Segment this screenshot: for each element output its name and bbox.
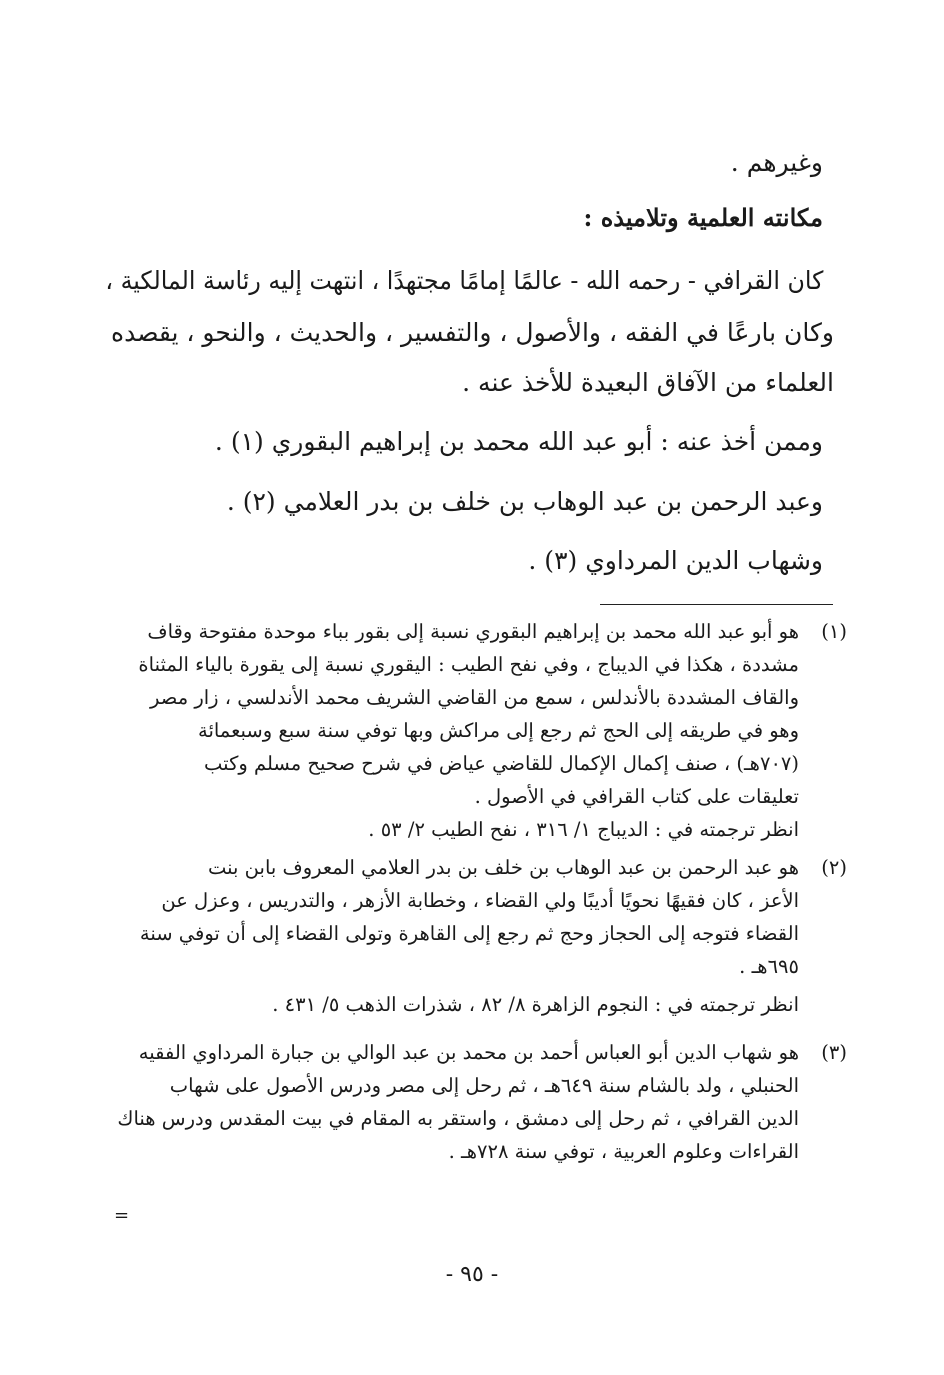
footnote-1-line: (٧٠٧هـ) ، صنف إكمال الإكمال للقاضي عياض في شرح صحيح مسلم وكتب [204,752,799,775]
footnote-2-line: القضاء فتوجه إلى الحجاز وحج ثم رجع إلى القاهرة وتولى القضاء إلى أن توفي سنة [139,922,799,945]
footnote-separator [600,604,833,605]
footnote-3-line: الحنبلي ، ولد بالشام سنة ٦٤٩هـ ، ثم رحل إلى مصر ودرس الأصول على شهاب [169,1074,799,1097]
paragraph-line-1: كان القرافي - رحمه الله - عالمًا إمامًا مجتهدًا ، انتهت إليه رئاسة المالكية ، [104,266,823,295]
footnote-3-line: الدين القرافي ، ثم رحل إلى دمشق ، واستقر به المقام في بيت المقدس ودرس هناك [117,1107,799,1130]
student-line-1: وممن أخذ عنه : أبو عبد الله محمد بن إبراهيم البقوري (١) . [214,427,823,456]
footnote-2-line: الأعز ، كان فقيهًا نحويًا أديبًا ولي القضاء ، وخطابة الأزهر ، والتدريس ، وعزل عن [161,889,799,912]
footnote-2-number: (٢) [821,856,847,879]
footnote-2-line: ٦٩٥هـ . [739,955,799,978]
intro-end-line: وغيرهم . [730,148,823,177]
footnote-1-reference: انظر ترجمته في : الديباج ١/ ٣١٦ ، نفح الطيب ٢/ ٥٣ . [368,818,799,841]
student-line-3: وشهاب الدين المرداوي (٣) . [528,546,823,575]
continuation-mark: = [114,1205,130,1226]
footnote-1-line: هو أبو عبد الله محمد بن إبراهيم البقوري نسبة إلى بقور بباء موحدة مفتوحة وقاف [147,620,799,643]
paragraph-line-2: وكان بارعًا في الفقه ، والأصول ، والتفسير ، والحديث ، والنحو ، يقصده [110,318,834,347]
footnote-1-number: (١) [821,620,847,643]
section-heading: مكانته العلمية وتلاميذه : [583,203,823,232]
footnote-1-line: وهو في طريقه إلى الحج ثم رجع إلى مراكش وبها توفي سنة سبع وسبعمائة [197,719,799,742]
paragraph-line-3: العلماء من الآفاق البعيدة للأخذ عنه . [462,368,834,397]
page-number: - ٩٥ - [445,1262,499,1287]
footnote-3-number: (٣) [821,1041,847,1064]
footnote-3-line: هو شهاب الدين أبو العباس أحمد بن محمد بن عبد الوالي بن جبارة المرداوي الفقيه [138,1041,799,1064]
footnote-3-line: القراءات وعلوم العربية ، توفي سنة ٧٢٨هـ . [448,1140,799,1163]
footnote-2-reference: انظر ترجمته في : النجوم الزاهرة ٨/ ٨٢ ، شذرات الذهب ٥/ ٤٣١ . [272,993,799,1016]
footnote-1-line: تعليقات على كتاب القرافي في الأصول . [474,785,799,808]
footnote-2-line: هو عبد الرحمن بن عبد الوهاب بن خلف بن بدر العلامي المعروف بابن بنت [208,856,799,879]
footnote-1-line: مشددة ، هكذا في الديباج ، وفي نفح الطيب : اليقوري نسبة إلى يقورة بالياء المثناة [138,653,799,676]
footnote-1-line: والقاف المشددة بالأندلس ، سمع من القاضي الشريف محمد الأندلسي ، زار مصر [150,686,799,709]
student-line-2: وعبد الرحمن بن عبد الوهاب بن خلف بن بدر العلامي (٢) . [226,487,823,516]
